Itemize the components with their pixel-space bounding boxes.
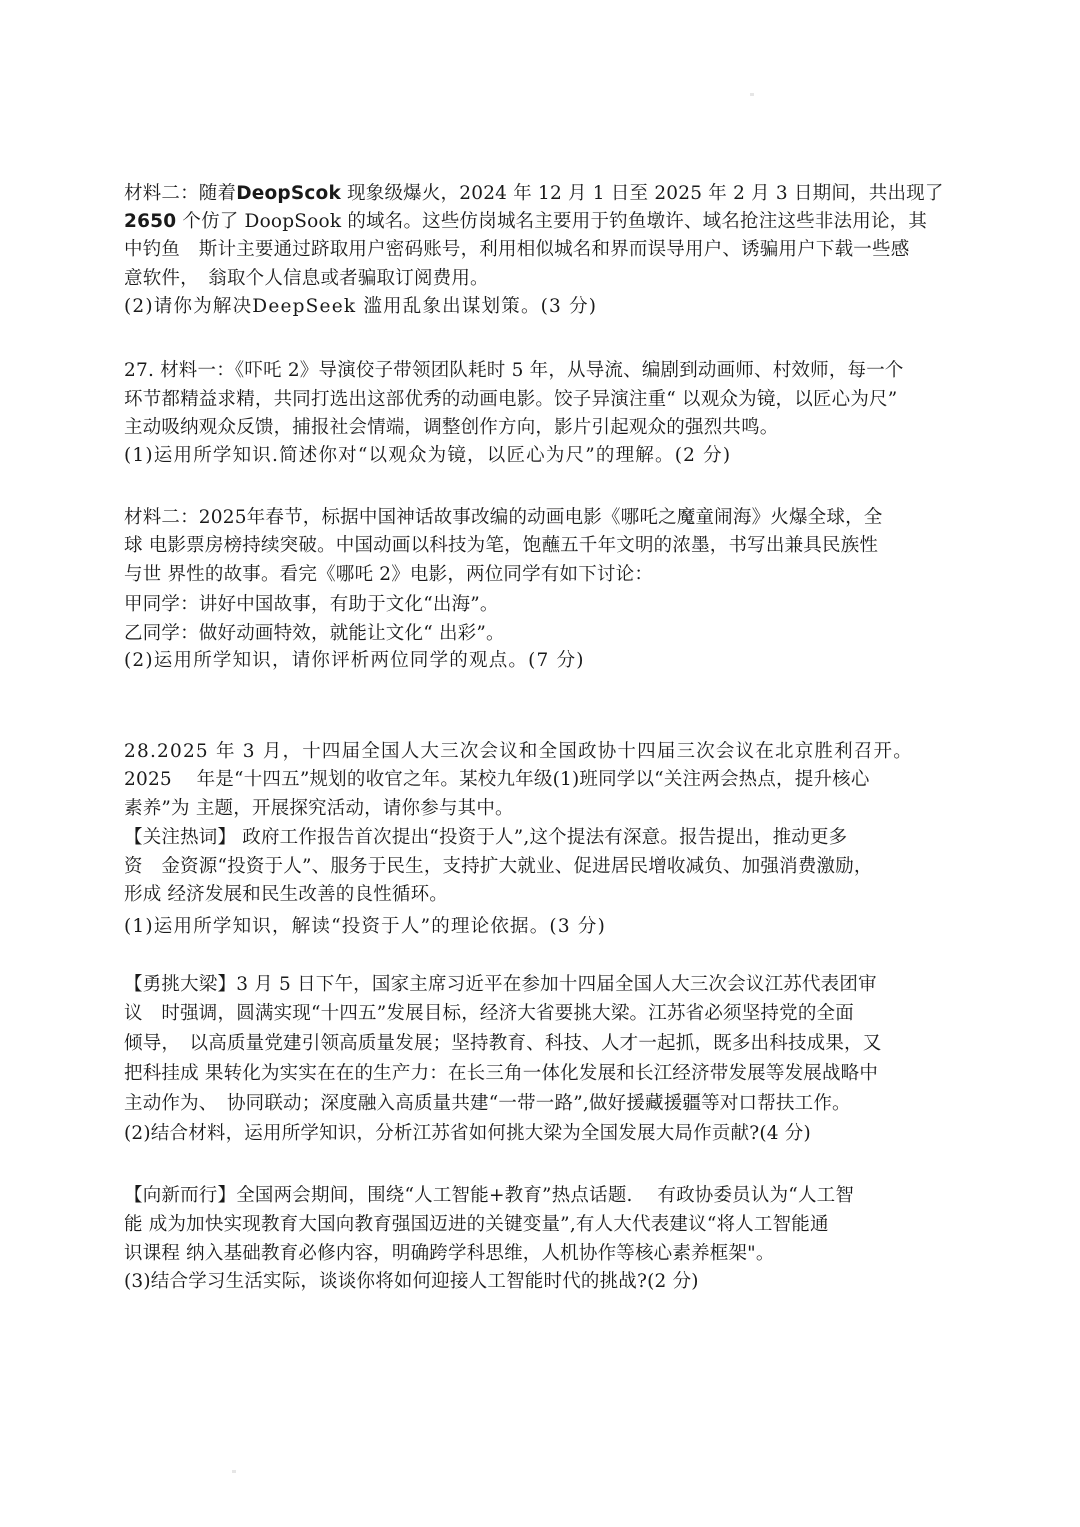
forward-new-line-3: 识课程 纳入基础教育必修内容，明确跨学科思维，人机协作等核心素养框架"。 (124, 1243, 775, 1264)
take-lead-line-4: 把科挂成 果转化为实实在在的生产力：在长三角一体化发展和长江经济带发展等发展战略中 (124, 1063, 879, 1084)
q27-material-2-line-2: 球 电影票房榜持续突破。中国动画以科技为笔，饱蘸五千年文明的浓墨，书写出兼具民族性 (124, 535, 879, 556)
material-2-text-line-1 (124, 181, 944, 207)
q27-material-2-line-3: 与世 界性的故事。看完《哪吒 2》电影，两位同学有如下讨论： (124, 564, 654, 585)
q27-material-1-line-3: 主动吸纳观众反馈，捕报社会情端，调整创作方向，影片引起观众的强烈共鸣。 (124, 417, 779, 438)
question-28-1: (1)运用所学知识，解读“投资于人”的理论依据。(3 分) (124, 916, 607, 937)
text-segment: 现象级爆火，2024 年 12 月 1 日至 2025 年 2 月 3 日期间，共出现了 (340, 183, 944, 204)
take-lead-line-5: 主动作为、 协同联动；深度融入高质量共建“一带一路”,做好援藏援疆等对口帮扶工作。 (124, 1093, 851, 1114)
take-lead-line-2: 议 时强调，圆满实现“十四五”发展目标，经济大省要挑大梁。江苏省必须坚持党的全面 (124, 1003, 854, 1024)
q28-intro-line-1: 28.2025 年 3 月，十四届全国人大三次会议和全国政协十四届三次会议在北京胜利召开。 (124, 741, 913, 762)
student-a-view: 甲同学：讲好中国故事，有助于文化“出海”。 (124, 594, 499, 615)
question-27-2: (2)运用所学知识，请你评析两位同学的观点。(7 分) (124, 650, 585, 671)
material-2-text-line-3: 中钓鱼 斯计主要通过跻取用户密码账号，利用相似城名和界而误导用户、诱骗用户下载一些感 (124, 239, 910, 260)
text-segment-bold: 2650 (124, 211, 177, 232)
material-2-text-line-2 (124, 209, 927, 235)
forward-new-line-1: 【向新而行】全国两会期间，围绕“人工智能+教育”热点话题. 有政协委员认为“人工智 (124, 1185, 855, 1206)
take-lead-line-1: 【勇挑大梁】3 月 5 日下午，国家主席习近平在参加十四届全国人大三次会议江苏代表团审 (124, 974, 877, 995)
question-28-3: (3)结合学习生活实际，谈谈你将如何迎接人工智能时代的挑战?(2 分) (124, 1271, 699, 1292)
text-segment: 材料二：随着 (124, 183, 237, 204)
question-26-2: (2)请你为解决DeepSeek 滥用乱象出谋划策。(3 分) (124, 296, 598, 317)
text-segment-bold: DeopScok (236, 183, 341, 204)
q27-material-1-line-1: 27. 材料一：《吓吒 2》导演佼子带领团队耗时 5 年，从导流、编剧到动画师、村效师，每一个 (124, 360, 904, 381)
q27-material-1-line-2: 环节都精益求精，共同打选出这部优秀的动画电影。饺子异演注重“ 以观众为镜，以匠心为尺” (124, 389, 898, 410)
material-2-text-line-4: 意软件， 翁取个人信息或者骗取订阅费用。 (124, 268, 489, 289)
question-28-2: (2)结合材料，运用所学知识，分析江苏省如何挑大梁为全国发展大局作贡献?(4 分) (124, 1123, 811, 1144)
text-segment: 个仿了 DoopSook 的域名。这些仿岗城名主要用于钓鱼墩许、域名抢注这些非法用论，其 (176, 211, 928, 232)
scan-speck (232, 1470, 236, 1473)
hot-words-line-3: 形成 经济发展和民生改善的良性循环。 (124, 884, 448, 905)
forward-new-line-2: 能 成为加快实现教育大国向教育强国迈进的关键变量”,有人大代表建议“将人工智能通 (124, 1214, 829, 1235)
scan-speck (750, 93, 754, 96)
take-lead-line-3: 倾导， 以高质量党建引领高质量发展；坚持教育、科技、人才一起抓，既多出科技成果，又 (124, 1033, 882, 1054)
q27-material-2-line-1: 材料二：2025年春节，标据中国神话故事改编的动画电影《哪吒之魔童闹海》火爆全球，全 (124, 507, 883, 528)
q28-intro-line-3: 素养”为 主题，开展探究活动，请你参与其中。 (124, 798, 514, 819)
q28-intro-line-2: 2025 年是“十四五”规划的收官之年。某校九年级(1)班同学以“关注两会热点，提升核心 (124, 769, 870, 790)
question-27-1: (1)运用所学知识.简述你对“以观众为镜，以匠心为尺”的理解。(2 分) (124, 445, 732, 466)
hot-words-line-1: 【关注热词】 政府工作报告首次提出“投资于人”,这个提法有深意。报告提出，推动更多 (124, 827, 848, 848)
hot-words-line-2: 资 金资源“投资于人”、服务于民生，支持扩大就业、促进居民增收减负、加强消费激励， (124, 856, 873, 877)
student-b-view: 乙同学：做好动画特效，就能让文化“ 出彩”。 (124, 623, 505, 644)
